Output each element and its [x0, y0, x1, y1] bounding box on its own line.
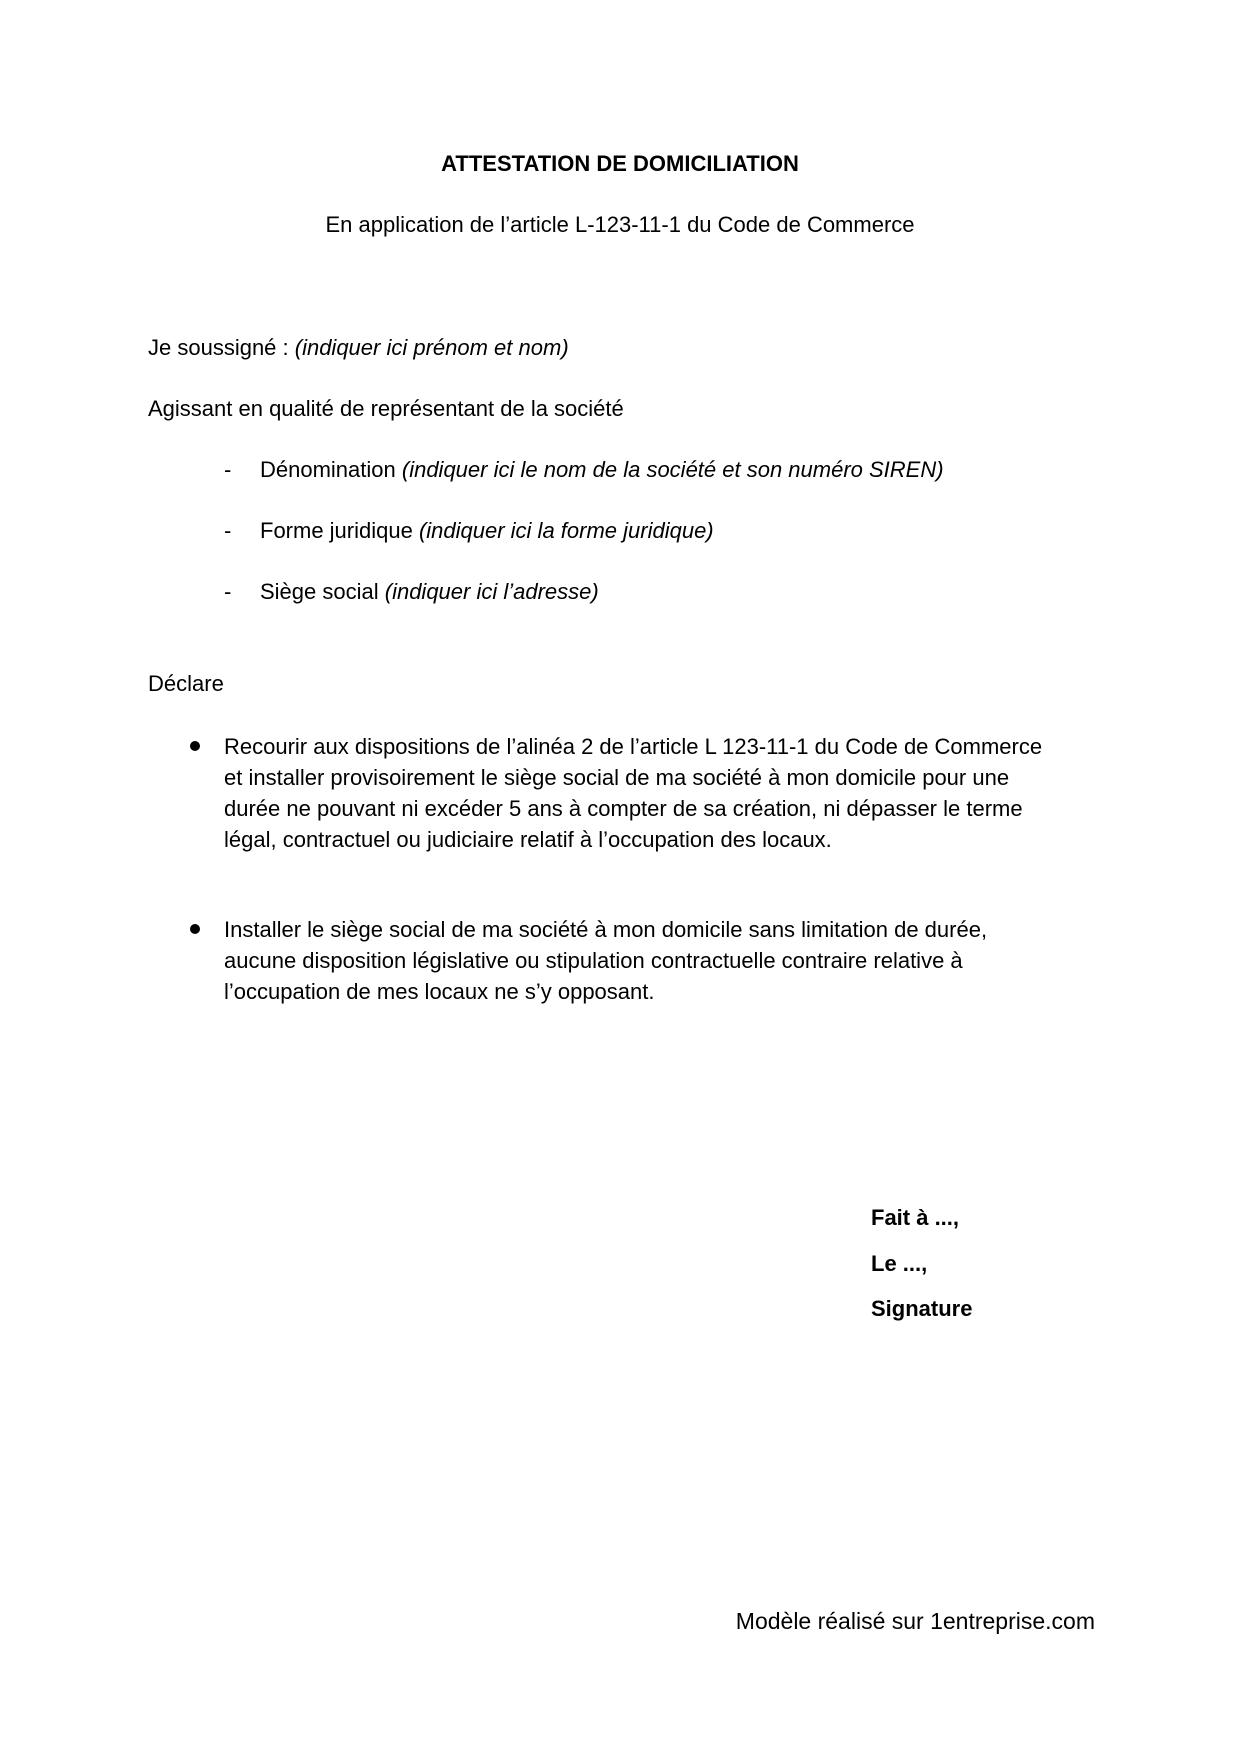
signature-date: Le ...,	[871, 1251, 928, 1276]
undersigned-label: Je soussigné :	[148, 335, 295, 360]
field-placeholder: (indiquer ici la forme juridique)	[418, 518, 714, 543]
paragraph-line: et installer provisoirement le siège social de ma société à mon domicile pour une	[224, 765, 1010, 790]
undersigned-line	[148, 333, 569, 363]
company-field-forme-juridique-text	[260, 516, 714, 546]
dash-marker: -	[224, 457, 232, 482]
dash-marker: -	[224, 518, 232, 543]
field-label: Siège social	[260, 579, 385, 604]
signature-label: Signature	[871, 1296, 973, 1321]
document-title: ATTESTATION DE DOMICILIATION	[441, 151, 799, 176]
paragraph-line: Recourir aux dispositions de l’alinéa 2 de l’article L 123-11-1 du Code de Commerce	[224, 734, 1043, 759]
company-field-siege-social-text	[260, 577, 599, 607]
declare-label: Déclare	[148, 671, 224, 696]
declaration-option-1	[224, 731, 1084, 855]
paragraph-line: légal, contractuel ou judiciaire relatif à l’occupation des locaux.	[224, 827, 832, 852]
company-field-denomination	[224, 455, 231, 485]
acting-as-line: Agissant en qualité de représentant de la société	[148, 396, 624, 421]
paragraph-line: Installer le siège social de ma société à mon domicile sans limitation de durée,	[224, 917, 988, 942]
dash-marker: -	[224, 579, 232, 604]
field-placeholder: (indiquer ici le nom de la société et son numéro SIREN)	[401, 457, 944, 482]
document-subtitle: En application de l’article L-123-11-1 du Code de Commerce	[325, 212, 915, 237]
paragraph-line: aucune disposition législative ou stipulation contractuelle contraire relative à	[224, 948, 963, 973]
bullet-icon	[190, 741, 200, 751]
company-field-denomination-text	[260, 455, 944, 485]
company-field-forme-juridique	[224, 516, 231, 546]
declaration-option-2	[224, 914, 1084, 1007]
signature-place: Fait à ...,	[871, 1205, 960, 1230]
company-field-siege-social	[224, 577, 231, 607]
undersigned-placeholder: (indiquer ici prénom et nom)	[294, 335, 569, 360]
footer-note: Modèle réalisé sur 1entreprise.com	[735, 1608, 1095, 1634]
field-placeholder: (indiquer ici l’adresse)	[384, 579, 599, 604]
bullet-icon	[190, 924, 200, 934]
paragraph-line: durée ne pouvant ni excéder 5 ans à compter de sa création, ni dépasser le terme	[224, 796, 1023, 821]
field-label: Dénomination	[260, 457, 402, 482]
paragraph-line: l’occupation de mes locaux ne s’y opposant.	[224, 979, 655, 1004]
field-label: Forme juridique	[260, 518, 419, 543]
